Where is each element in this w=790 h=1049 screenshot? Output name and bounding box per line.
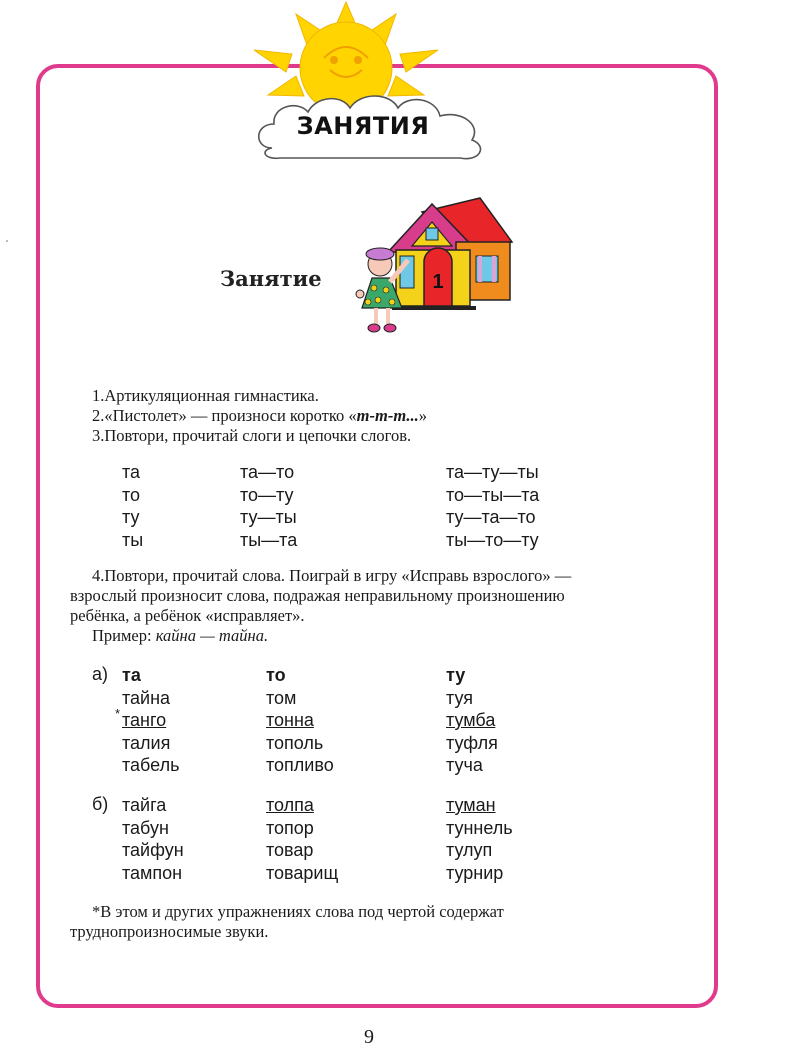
instruction-3: 3.Повтори, прочитай слоги и цепочки слогов. bbox=[92, 426, 412, 445]
group-a-col-1: та тайна танго талия табель bbox=[122, 665, 180, 775]
footnote bbox=[70, 902, 670, 942]
group-b-col-2: толпа топор товар товарищ bbox=[266, 795, 339, 883]
footnote-marker: * bbox=[115, 706, 121, 721]
house-girl-illustration bbox=[352, 190, 520, 348]
group-a-col-3: ту туя тумба туфля туча bbox=[446, 665, 498, 775]
footnote-line-2: труднопроизносимые звуки. bbox=[70, 922, 269, 941]
task-4-line-2: взрослый произносит слова, подражая неправильному произношению bbox=[70, 586, 565, 605]
instruction-2: 2.«Пистолет» — произноси коротко «т-т-т...» bbox=[92, 406, 427, 425]
group-b-col-3: туман туннель тулуп турнир bbox=[446, 795, 513, 883]
task-4-example: Пример: кайна — тайна. bbox=[92, 626, 269, 645]
task-4-line-3: ребёнка, а ребёнок «исправляет». bbox=[70, 606, 305, 625]
instructions bbox=[92, 386, 427, 446]
group-b-label: б) bbox=[92, 794, 109, 814]
syllables-col-1: та то ту ты bbox=[122, 462, 144, 550]
section-header-title: ЗАНЯТИЯ bbox=[296, 112, 430, 140]
syllables-col-2: та—то то—ту ту—ты ты—та bbox=[240, 462, 298, 550]
task-4-line-1: 4.Повтори, прочитай слова. Поиграй в игру «Исправь взрослого» — bbox=[92, 566, 572, 585]
page-number: 9 bbox=[364, 1026, 374, 1048]
instruction-1: 1.Артикуляционная гимнастика. bbox=[92, 386, 319, 405]
group-b-col-1: тайга табун тайфун тампон bbox=[122, 795, 184, 883]
group-a-label: а) bbox=[92, 664, 109, 684]
lesson-title: Занятие bbox=[220, 266, 322, 291]
task-4 bbox=[70, 566, 670, 646]
footnote-line-1: *В этом и других упражнениях слова под чертой содержат bbox=[92, 902, 504, 921]
house-number: 1 bbox=[432, 271, 444, 293]
syllables-col-3: та—ту—ты то—ты—та ту—та—то ты—то—ту bbox=[446, 462, 540, 550]
margin-speck bbox=[6, 240, 8, 242]
group-a-col-2: то том тонна тополь топливо bbox=[266, 665, 334, 775]
sound-example: т-т-т... bbox=[356, 406, 419, 425]
